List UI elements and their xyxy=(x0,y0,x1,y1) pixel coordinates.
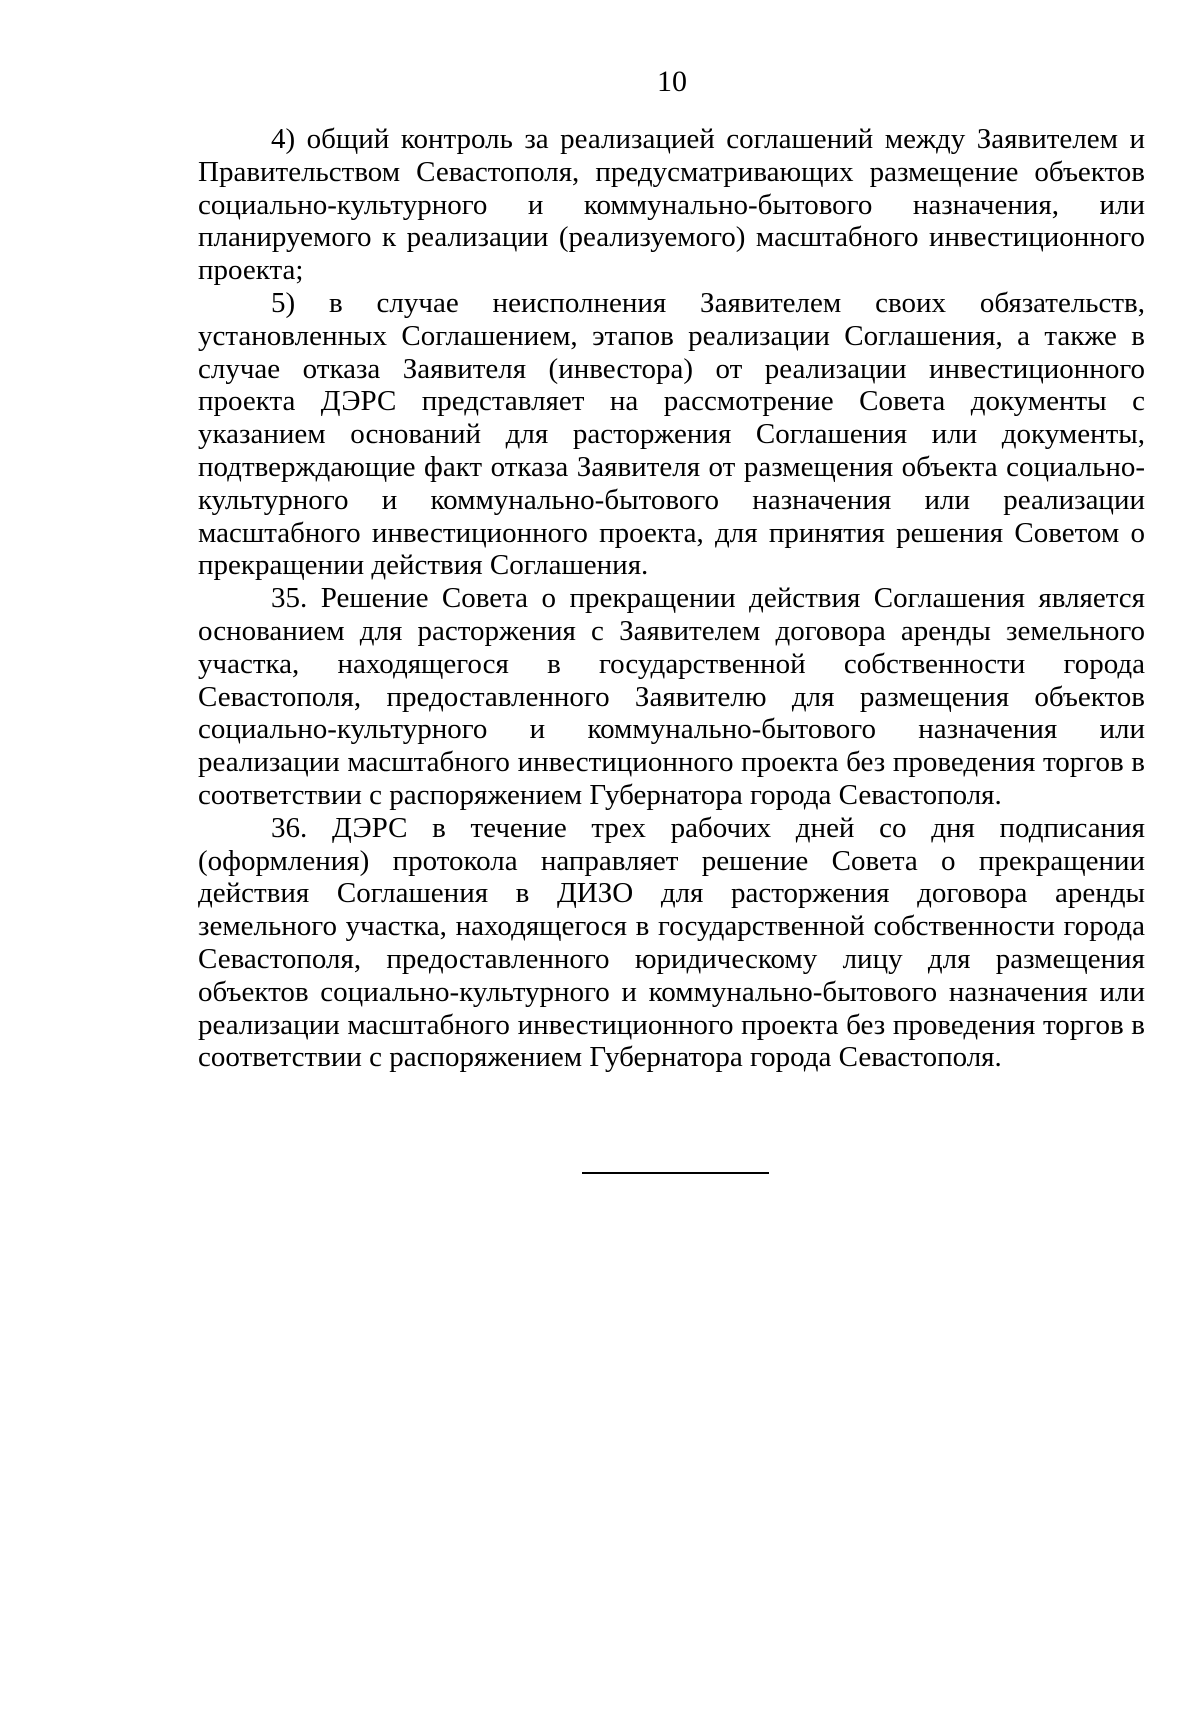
end-of-text-divider xyxy=(582,1172,769,1174)
page-number: 10 xyxy=(657,65,687,98)
paragraph-item-4: 4) общий контроль за реализацией соглашений между Заявителем и Правительством Севастополя, предусматривающих размещение объектов социально-культурного и коммунально-бытового назначения, или планируемого к реализации (реализуемого) масштабного инвестиционного проекта; xyxy=(198,123,1145,287)
paragraph-clause-36: 36. ДЭРС в течение трех рабочих дней со дня подписания (оформления) протокола направляет решение Совета о прекращении действия Соглашения в ДИЗО для расторжения договора аренды земельного участка, находящегося в государственной собственности города Севастополя, предоставленного юридическому лицу для размещения объектов социально-культурного и коммунально-бытового назначения или реализации масштабного инвестиционного проекта без проведения торгов в соответствии с распоряжением Губернатора города Севастополя. xyxy=(198,811,1145,1074)
document-body xyxy=(198,123,1145,1074)
paragraph-item-5: 5) в случае неисполнения Заявителем своих обязательств, установленных Соглашением, этапов реализации Соглашения, а также в случае отказа Заявителя (инвестора) от реализации инвестиционного проекта ДЭРС представляет на рассмотрение Совета документы с указанием оснований для расторжения Соглашения или документы, подтверждающие факт отказа Заявителя от размещения объекта социально-культурного и коммунально-бытового назначения или реализации масштабного инвестиционного проекта, для принятия решения Советом о прекращении действия Соглашения. xyxy=(198,286,1145,582)
paragraph-clause-35: 35. Решение Совета о прекращении действия Соглашения является основанием для расторжения с Заявителем договора аренды земельного участка, находящегося в государственной собственности города Севастополя, предоставленного Заявителю для размещения объектов социально-культурного и коммунально-бытового назначения или реализации масштабного инвестиционного проекта без проведения торгов в соответствии с распоряжением Губернатора города Севастополя. xyxy=(198,582,1145,811)
